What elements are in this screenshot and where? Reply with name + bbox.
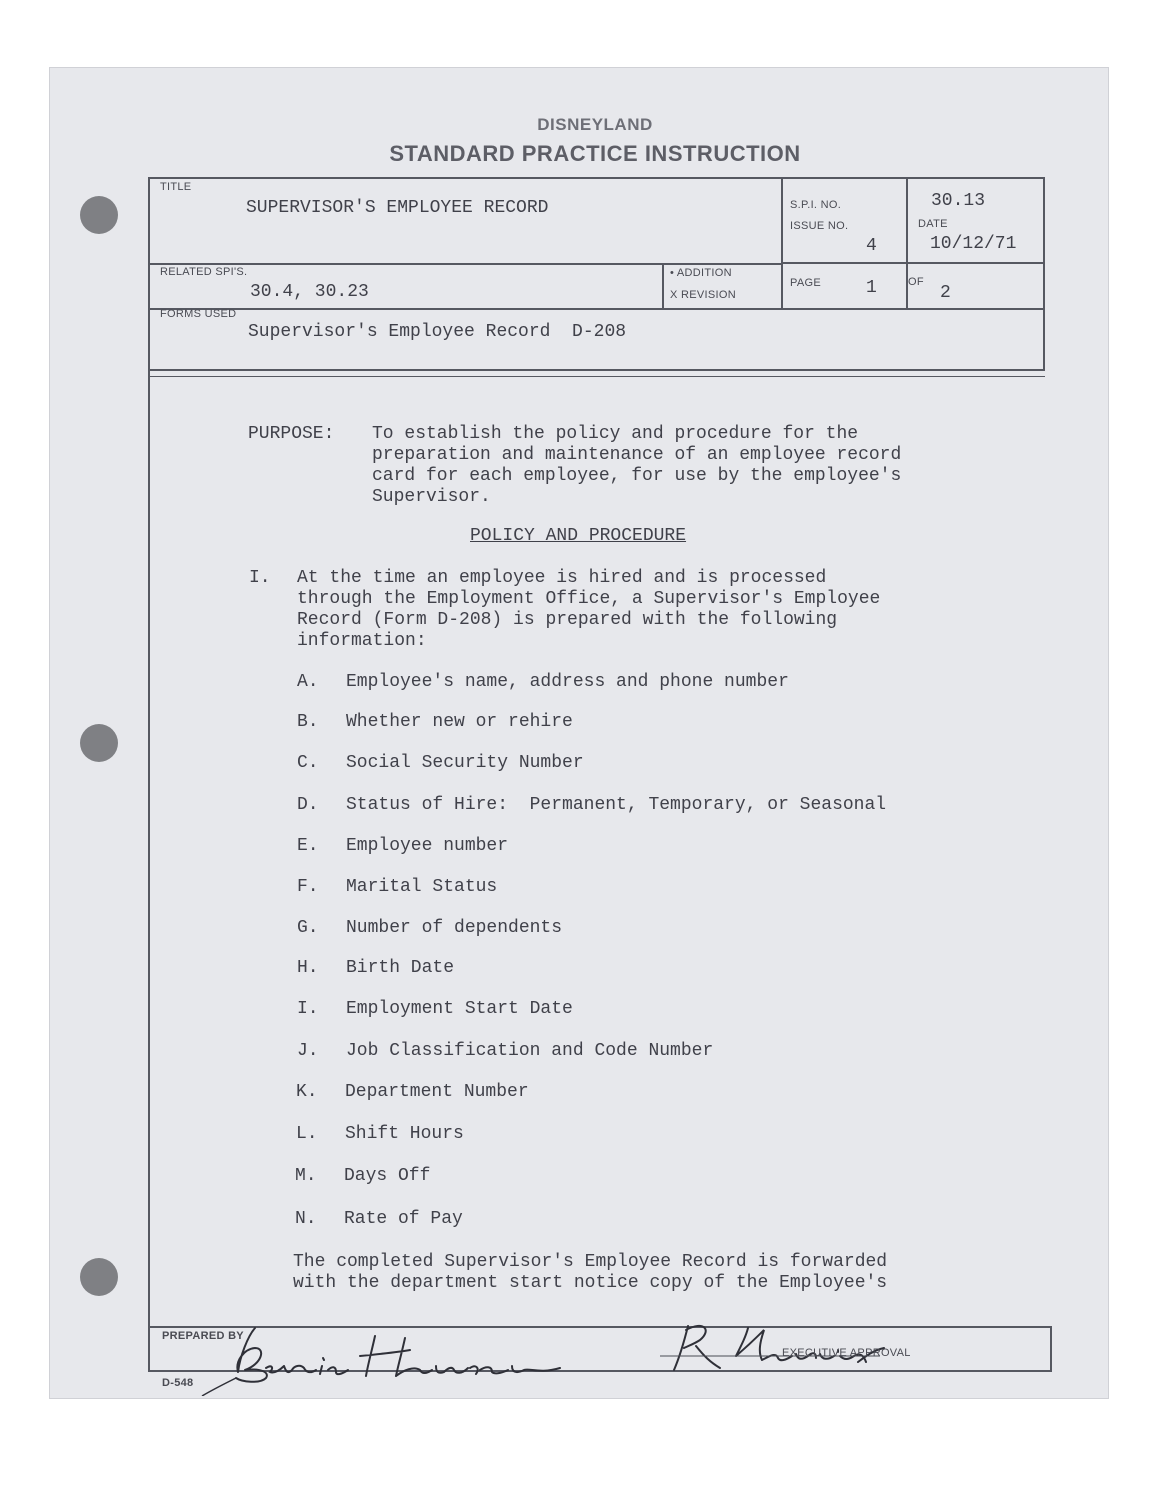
- purpose-line: To establish the policy and procedure for the: [372, 424, 859, 444]
- title-label: TITLE: [160, 181, 192, 193]
- list-item-text: Social Security Number: [346, 753, 584, 773]
- issue-label: ISSUE NO.: [790, 220, 849, 232]
- date-label: DATE: [918, 218, 948, 230]
- list-item-letter: K.: [296, 1082, 318, 1102]
- date-value: 10/12/71: [930, 234, 1017, 254]
- list-item-text: Department Number: [345, 1082, 529, 1102]
- list-item-text: Shift Hours: [345, 1124, 464, 1144]
- form-divider: [148, 263, 782, 265]
- list-item-letter: B.: [297, 712, 319, 732]
- form-divider: [906, 177, 908, 309]
- page-label: PAGE: [790, 277, 821, 289]
- issue-value: 4: [866, 236, 877, 256]
- punch-hole: [80, 724, 118, 762]
- closing-line: with the department start notice copy of the Employee's: [293, 1273, 888, 1293]
- item-line: Record (Form D-208) is prepared with the following: [297, 610, 838, 630]
- form-divider: [148, 369, 1045, 371]
- purpose-line: preparation and maintenance of an employee record: [372, 445, 902, 465]
- closing-line: The completed Supervisor's Employee Record is forwarded: [293, 1252, 888, 1272]
- form-divider: [781, 262, 1045, 264]
- list-item-text: Job Classification and Code Number: [346, 1041, 714, 1061]
- form-divider-double: [148, 376, 1045, 377]
- form-left-border: [148, 177, 150, 1371]
- form-right-border: [1043, 177, 1045, 371]
- revision-label: X REVISION: [670, 289, 736, 301]
- form-top-border: [148, 177, 1044, 179]
- title-value: SUPERVISOR'S EMPLOYEE RECORD: [246, 198, 549, 218]
- list-item-letter: N.: [295, 1209, 317, 1229]
- list-item-text: Status of Hire: Permanent, Temporary, or Seasonal: [346, 795, 887, 815]
- form-code: D-548: [162, 1377, 194, 1389]
- form-divider: [662, 263, 664, 309]
- list-item-letter: E.: [297, 836, 319, 856]
- list-item-letter: A.: [297, 672, 319, 692]
- form-divider: [781, 177, 783, 309]
- of-label: OF: [908, 276, 924, 288]
- page-total: 2: [940, 283, 951, 303]
- list-item-letter: C.: [297, 753, 319, 773]
- purpose-line: card for each employee, for use by the employee's: [372, 466, 902, 486]
- list-item-text: Number of dependents: [346, 918, 563, 938]
- list-item-letter: G.: [297, 918, 319, 938]
- spi-value: 30.13: [931, 191, 986, 211]
- related-spi-label: RELATED SPI'S.: [160, 266, 248, 278]
- spi-label: S.P.I. NO.: [790, 199, 842, 211]
- forms-used-label: FORMS USED: [160, 308, 237, 320]
- list-item-text: Marital Status: [346, 877, 498, 897]
- addition-label: • ADDITION: [670, 267, 732, 279]
- list-item-letter: H.: [297, 958, 319, 978]
- related-spi-value: 30.4, 30.23: [250, 282, 369, 302]
- purpose-label: PURPOSE:: [248, 424, 335, 444]
- forms-used-value: Supervisor's Employee Record D-208: [248, 322, 627, 342]
- list-item-text: Days Off: [344, 1166, 431, 1186]
- closing-text: [293, 1252, 1013, 1294]
- purpose-text: [372, 424, 1012, 508]
- list-item-letter: D.: [297, 795, 319, 815]
- item-numeral: I.: [249, 568, 271, 588]
- page-number: 1: [866, 278, 877, 298]
- list-item-text: Birth Date: [346, 958, 455, 978]
- purpose-line: Supervisor.: [372, 487, 491, 507]
- list-item-letter: F.: [297, 877, 319, 897]
- document-type-title: STANDARD PRACTICE INSTRUCTION: [389, 141, 801, 166]
- item-line: At the time an employee is hired and is processed: [297, 568, 827, 588]
- list-item-text: Rate of Pay: [344, 1209, 463, 1229]
- list-item-letter: J.: [297, 1041, 319, 1061]
- list-item-text: Employee number: [346, 836, 509, 856]
- item-line: through the Employment Office, a Supervisor's Employee: [297, 589, 881, 609]
- footer-right-border: [1050, 1326, 1052, 1372]
- item-line: information:: [297, 631, 427, 651]
- punch-hole: [80, 1258, 118, 1296]
- list-item-text: Whether new or rehire: [346, 712, 573, 732]
- list-item-text: Employment Start Date: [346, 999, 573, 1019]
- list-item-letter: L.: [296, 1124, 318, 1144]
- list-item-letter: M.: [295, 1166, 317, 1186]
- executive-approval-label: EXECUTIVE APPROVAL: [782, 1347, 911, 1359]
- section-heading: POLICY AND PROCEDURE: [470, 526, 687, 546]
- list-item-text: Employee's name, address and phone number: [346, 672, 789, 692]
- organization-name: DISNEYLAND: [537, 115, 653, 134]
- prepared-by-label: PREPARED BY: [162, 1330, 244, 1342]
- item-intro-text: [297, 568, 1017, 652]
- approval-signature: [660, 1316, 920, 1376]
- prepared-by-signature: [200, 1316, 600, 1396]
- list-item-letter: I.: [297, 999, 319, 1019]
- punch-hole: [80, 196, 118, 234]
- form-divider: [148, 308, 1045, 310]
